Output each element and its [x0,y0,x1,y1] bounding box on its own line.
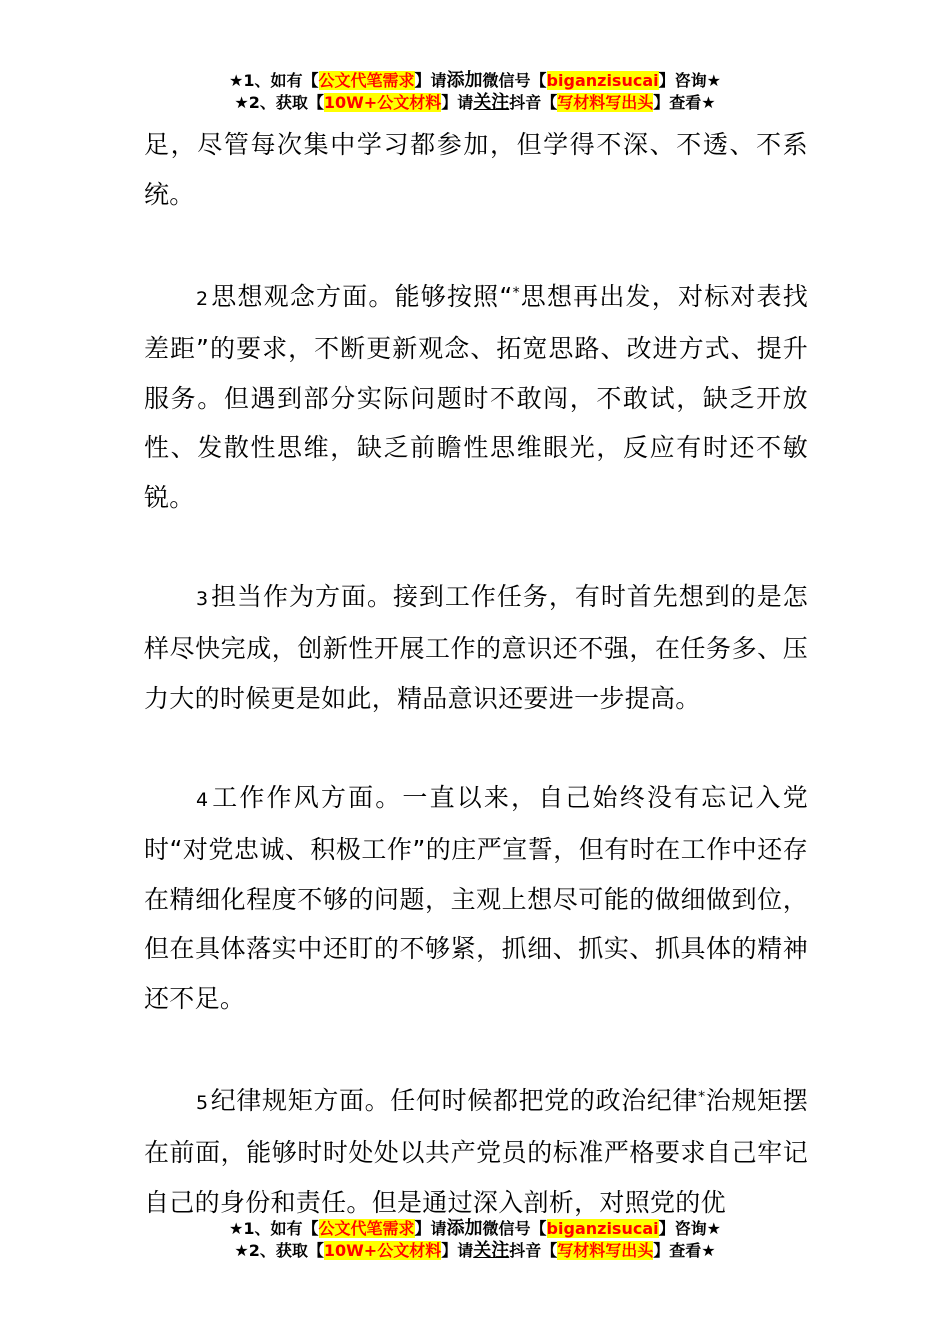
paragraph-discipline: 5纪律规矩方面。任何时候都把党的政治纪律*治规矩摆在前面，能够时时处处以共产党员的标准严格要求自己牢记自己的身份和责任。但是通过深入剖析，对照党的优 [144,1073,808,1228]
highlight-materials: 10W+公文材料 [323,1241,442,1260]
paragraph-thinking: 2思想观念方面。能够按照“*思想再出发，对标对表找差距”的要求，不断更新观念、拓宽思路、改进方式、提升服务。但遇到部分实际问题时不敢闯，不敢试，缺乏开放性、发散性思维，缺乏前瞻性思维眼光，反应有时还不敏锐。 [144,269,808,523]
paragraph-responsibility: 3担当作为方面。接到工作任务，有时首先想到的是怎样尽快完成，创新性开展工作的意识还不强，在任务多、压力大的时候更是如此，精品意识还要进一步提高。 [144,572,808,724]
highlight-service: 公文代笔需求 [318,1219,415,1238]
paragraph-number: 5 [196,1091,209,1114]
paragraph-number: 4 [196,788,209,811]
paragraph-number: 3 [196,587,209,610]
highlight-douyin: 写材料写出头 [557,93,654,112]
banner-line-2: ★2、获取【10W+公文材料】请关注抖音【写材料写出头】查看★ [234,92,716,113]
paragraph-number: 2 [196,287,209,310]
highlight-materials: 10W+公文材料 [323,93,442,112]
banner-line-2: ★2、获取【10W+公文材料】请关注抖音【写材料写出头】查看★ [234,1240,716,1261]
highlight-wechat-id: biganzisucai [546,1219,659,1238]
paragraph-continuation: 足，尽管每次集中学习都参加，但学得不深、不透、不系统。 [144,130,808,209]
footer-banner [0,1218,950,1262]
header-banner [0,70,950,114]
highlight-service: 公文代笔需求 [318,71,415,90]
document-body [144,120,808,1227]
paragraph-work-style: 4工作作风方面。一直以来，自己始终没有忘记入党时“对党忠诚、积极工作”的庄严宣誓，但有时在工作中还存在精细化程度不够的问题，主观上想尽可能的做细做到位，但在具体落实中还盯的不够紧，抓细、抓实、抓具体的精神还不足。 [144,773,808,1024]
highlight-douyin: 写材料写出头 [557,1241,654,1260]
highlight-wechat-id: biganzisucai [546,71,659,90]
banner-line-1: ★1、如有【公文代笔需求】请添加微信号【biganzisucai】咨询★ [229,70,721,91]
banner-line-1: ★1、如有【公文代笔需求】请添加微信号【biganzisucai】咨询★ [229,1218,721,1239]
